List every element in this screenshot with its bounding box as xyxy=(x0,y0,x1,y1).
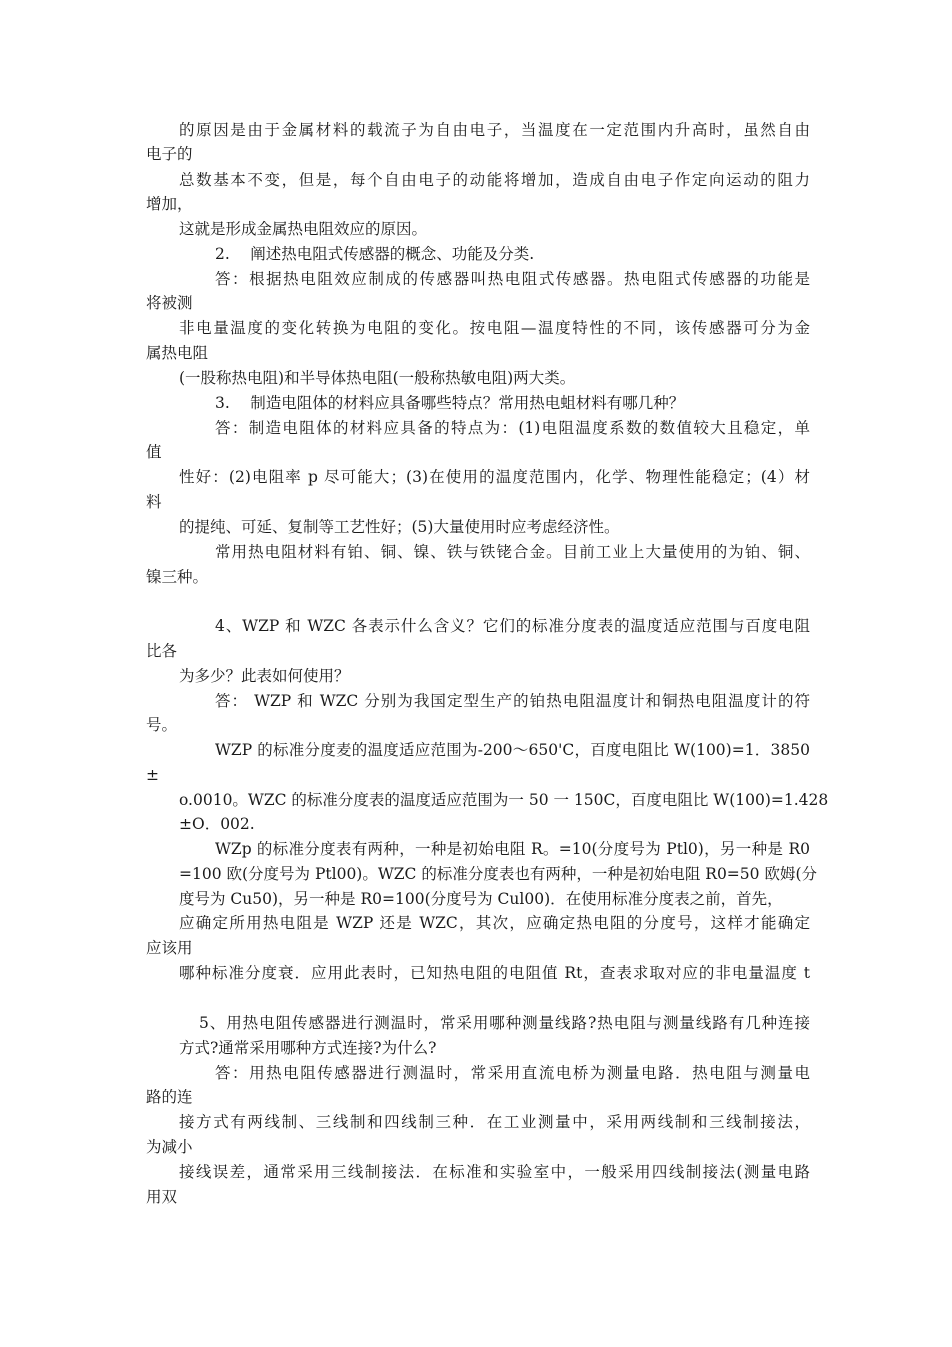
text-line: ± xyxy=(146,766,159,784)
text-line: 答：用热电阻传感器进行测温时，常采用直流电桥为测量电路．热电阻与测量电 xyxy=(215,1064,810,1082)
text-line: 电子的 xyxy=(146,145,193,163)
text-line: 路的连 xyxy=(146,1088,193,1106)
text-line: 为减小 xyxy=(146,1138,193,1156)
text-line: 应确定所用热电阻是 WZP 还是 WZC，其次，应确定热电阻的分度号，这样才能确定 xyxy=(179,914,810,932)
text-line: 用双 xyxy=(146,1188,178,1206)
text-line: WZP 的标准分度麦的温度适应范围为-200～650'C，百度电阻比 W(100)=1．3850 xyxy=(215,741,810,759)
text-line: 答： WZP 和 WZC 分别为我国定型生产的铂热电阻温度计和铜热电阻温度计的符 xyxy=(215,692,810,710)
text-line: 度号为 Cu50)，另一种是 R0=100(分度号为 Cul00)．在使用标准分度表之前，首先， xyxy=(179,890,783,908)
text-line: 为多少？此表如何使用？ xyxy=(179,667,350,685)
text-line: 常用热电阻材料有铂、铜、镍、铁与铁铑合金。目前工业上大量使用的为铂、铜、 xyxy=(215,543,810,561)
text-line: 性好：(2)电阻率 p 尽可能大；(3)在使用的温度范围内，化学、物理性能稳定；(4）材 xyxy=(179,468,810,486)
text-line: 的原因是由于金属材料的载流子为自由电子，当温度在一定范围内升高时，虽然自由 xyxy=(179,121,810,139)
text-line: =100 欧(分度号为 Ptl00)。WZC 的标准分度表也有两种，一种是初始电阻 R0=50 欧姆(分 xyxy=(179,865,817,883)
section-heading: 2. 阐述热电阻式传感器的概念、功能及分类. xyxy=(215,245,535,263)
text-line: 接线误差，通常采用三线制接法．在标准和实验室中，一般采用四线制接法(测量电路 xyxy=(179,1163,810,1181)
section-heading: 4、WZP 和 WZC 各表示什么含义？它们的标准分度表的温度适应范围与百度电阻 xyxy=(215,617,810,635)
text-line: ±O．002. xyxy=(179,815,255,833)
section-heading: 5、用热电阻传感器进行测温时，常采用哪种测量线路?热电阻与测量线路有几种连接 xyxy=(199,1014,810,1032)
text-line: 增加， xyxy=(146,195,193,213)
text-line: o.0010。WZC 的标准分度表的温度适应范围为一 50 一 150C，百度电阻比 W(100)=1.428 xyxy=(179,791,829,809)
text-line: (一股称热电阻)和半导体热电阻(一般称热敏电阻)两大类。 xyxy=(179,369,576,387)
text-line: 应该用 xyxy=(146,939,193,957)
text-line: WZp 的标准分度表有两种，一种是初始电阻 R。=10(分度号为 Ptl0)，另一种是 R0 xyxy=(215,840,810,858)
text-line: 比各 xyxy=(146,642,178,660)
text-line: 属热电阻 xyxy=(146,344,209,362)
text-line: 将被测 xyxy=(146,294,193,312)
section-heading: 3. 制造电阻体的材料应具备哪些特点？常用热电蛆材料有哪几种？ xyxy=(215,394,685,412)
text-line: 答：制造电阻体的材料应具备的特点为：(1)电阻温度系数的数值较大且稳定，单 xyxy=(215,419,810,437)
text-line: 值 xyxy=(146,443,162,461)
text-line: 方式?通常采用哪种方式连接?为什么? xyxy=(179,1039,437,1057)
text-line: 哪种标准分度衰．应用此表时，已知热电阻的电阻值 Rt，查表求取对应的非电量温度 t xyxy=(179,964,810,982)
text-line: 非电量温度的变化转换为电阻的变化。按电阻—温度特性的不同，该传感器可分为金 xyxy=(179,319,810,337)
text-line: 号。 xyxy=(146,716,178,734)
text-line: 的提纯、可延、复制等工艺性好；(5)大量使用时应考虑经济性。 xyxy=(179,518,620,536)
text-line: 答：根据热电阻效应制成的传感器叫热电阻式传感器。热电阻式传感器的功能是 xyxy=(215,270,810,288)
text-line: 镍三种。 xyxy=(146,568,209,586)
text-line: 接方式有两线制、三线制和四线制三种．在工业测量中，采用两线制和三线制接法， xyxy=(179,1113,810,1131)
text-line: 料 xyxy=(146,493,162,511)
text-line: 总数基本不变，但是，每个自由电子的动能将增加，造成自由电子作定向运动的阻力 xyxy=(179,171,810,189)
text-line: 这就是形成金属热电阻效应的原因。 xyxy=(179,220,428,238)
